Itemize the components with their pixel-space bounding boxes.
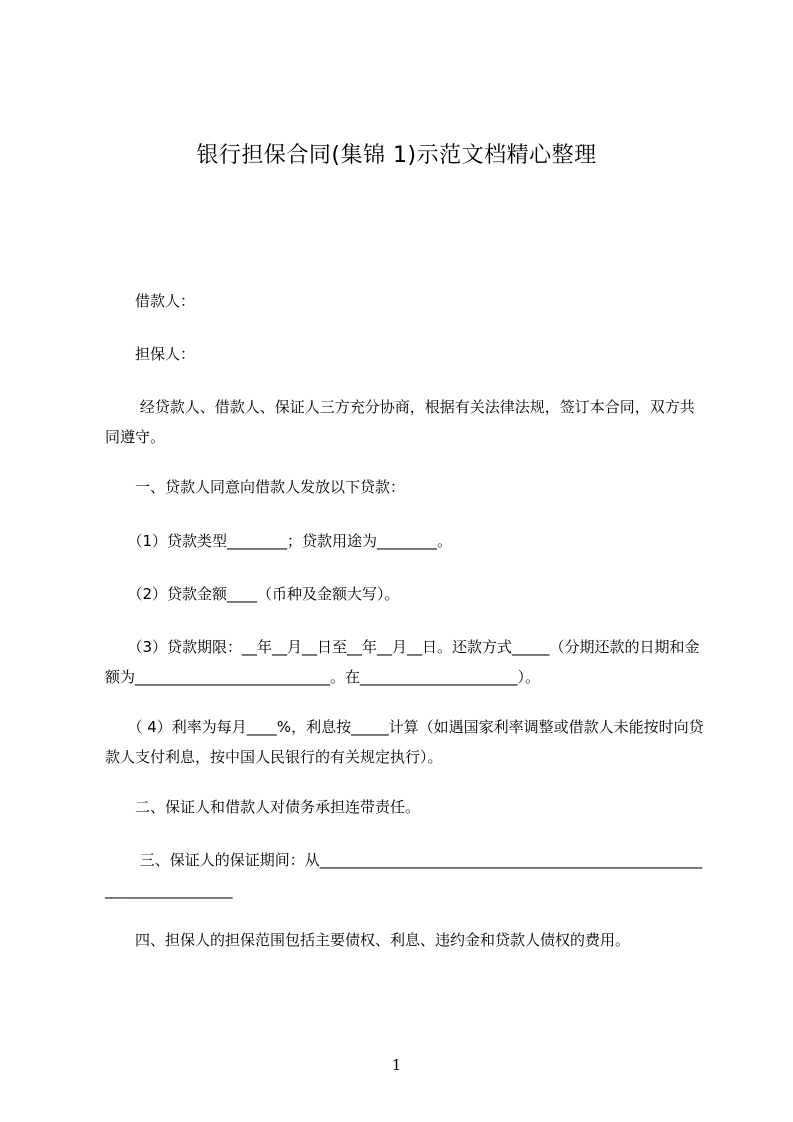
clause-4: 四、担保人的担保范围包括主要债权、利息、违约金和贷款人债权的费用。: [105, 931, 631, 949]
page-number: 1: [391, 1056, 402, 1074]
clause-1-heading: 一、贷款人同意向借款人发放以下贷款：: [105, 478, 406, 496]
clause-1-item-2: （2）贷款金额____（币种及金额大写）。: [105, 585, 400, 603]
clause-2: 二、保证人和借款人对债务承担连带责任。: [105, 798, 421, 816]
document-title: 银行担保合同(集锦 1)示范文档精心整理: [196, 143, 597, 168]
clause-1-item-1: （1）贷款类型________；贷款用途为________。: [105, 532, 453, 550]
guarantor-line: 担保人：: [105, 345, 196, 363]
clause-3: 三、保证人的保证期间：从____________________________________________________________________: [105, 851, 703, 899]
preamble-paragraph: 经贷款人、借款人、保证人三方充分协商，根据有关法律法规，签订本合同，双方共同遵守。: [105, 398, 695, 446]
clause-1-item-3: （3）贷款期限：__年__月__日至__年__月__日。还款方式_____（分期还款的日期和金额为__________________________。在_____________________）。: [105, 638, 700, 686]
borrower-line: 借款人：: [105, 292, 196, 310]
clause-1-item-4: （ 4）利率为每月____%，利息按_____计算（如遇国家利率调整或借款人未能按时向贷款人支付利息，按中国人民银行的有关规定执行）。: [105, 718, 704, 766]
